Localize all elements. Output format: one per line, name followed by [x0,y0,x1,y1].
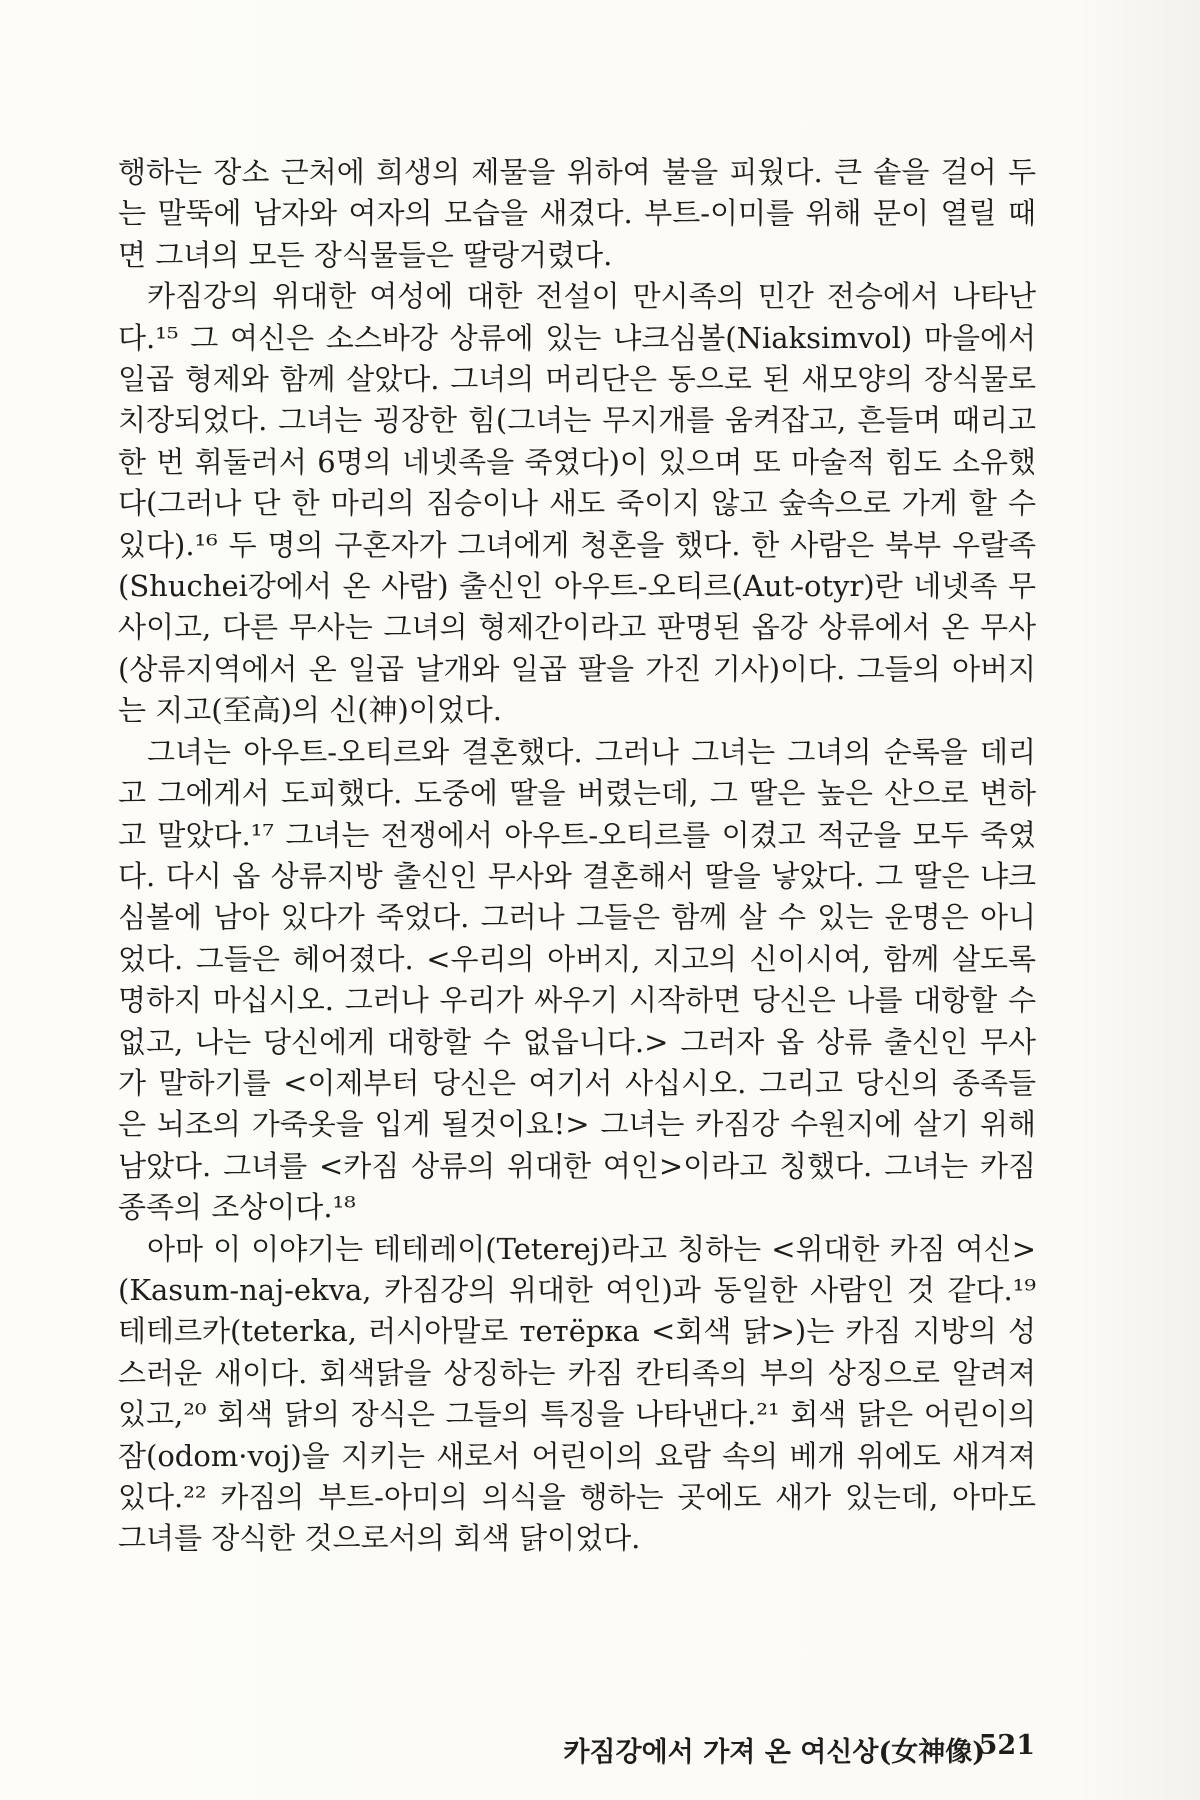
paragraph-continuation: 행하는 장소 근처에 희생의 제물을 위하여 불을 피웠다. 큰 솥을 걸어 두는 말뚝에 남자와 여자의 모습을 새겼다. 부트-이미를 위해 문이 열릴 때면 그녀의 모든 장식물들은 딸랑거렸다. [118,155,1036,272]
paragraph-teterej: 아마 이 이야기는 테테레이(Teterej)라고 칭하는 <위대한 카짐 여신>(Kasum-naj-ekva, 카짐강의 위대한 여인)과 동일한 사람인 것 같다.¹⁹ 테테르카(teterka, 러시아말로 тетёрка <회색 닭>)는 카짐 지방의 성스러운 새이다. 회색닭을 상징하는 카짐 칸티족의 부의 상징으로 알려져 있고,²⁰ 회색 닭의 장식은 그들의 특징을 나타낸다.²¹ 회색 닭은 어린이의 잠(odom·voj)을 지키는 새로서 어린이의 요람 속의 베개 위에도 새겨져 있다.²² 카짐의 부트-아미의 의식을 행하는 곳에도 새가 있는데, 아마도 그녀를 장식한 것으로서의 회색 닭이었다. [118,1231,1036,1556]
paragraph-marriage: 그녀는 아우트-오티르와 결혼했다. 그러나 그녀는 그녀의 순록을 데리고 그에게서 도피했다. 도중에 딸을 버렸는데, 그 딸은 높은 산으로 변하고 말았다.¹⁷ 그녀는 전쟁에서 아우트-오티르를 이겼고 적군을 모두 죽였다. 다시 옵 상류지방 출신인 무사와 결혼해서 딸을 낳았다. 그 딸은 냐크심볼에 남아 있다가 죽었다. 그러나 그들은 함께 살 수 있는 운명은 아니었다. 그들은 헤어졌다. <우리의 아버지, 지고의 신이시여, 함께 살도록 명하지 마십시오. 그러나 우리가 싸우기 시작하면 당신은 나를 대항할 수 없고, 나는 당신에게 대항할 수 없읍니다.> 그러자 옵 상류 출신인 무사가 말하기를 <이제부터 당신은 여기서 사십시오. 그리고 당신의 종족들은 뇌조의 가죽옷을 입게 될것이요!> 그녀는 카짐강 수원지에 살기 위해 남았다. 그녀를 <카짐 상류의 위대한 여인>이라고 칭했다. 그녀는 카짐 종족의 조상이다.¹⁸ [118,734,1036,1225]
paragraph-legend-kazym: 카짐강의 위대한 여성에 대한 전설이 만시족의 민간 전승에서 나타난다.¹⁵ 그 여신은 소스바강 상류에 있는 냐크심볼(Niaksimvol) 마을에서 일곱 형제와 함께 살았다. 그녀의 머리단은 동으로 된 새모양의 장식물로 치장되었다. 그녀는 굉장한 힘(그녀는 무지개를 움켜잡고, 흔들며 때리고 한 번 휘둘러서 6명의 네넷족을 죽였다)이 있으며 또 마술적 힘도 소유했다(그러나 단 한 마리의 짐승이나 새도 죽이지 않고 숲속으로 가게 할 수 있다).¹⁶ 두 명의 구혼자가 그녀에게 청혼을 했다. 한 사람은 북부 우랄족(Shuchei강에서 온 사람) 출신인 아우트-오티르(Aut-otyr)란 네넷족 무사이고, 다른 무사는 그녀의 형제간이라고 판명된 옵강 상류에서 온 무사(상류지역에서 온 일곱 날개와 일곱 팔을 가진 기사)이다. 그들의 아버지는 지고(至高)의 신(神)이었다. [118,279,1036,728]
body-text [118,152,1036,1560]
running-title: 카짐강에서 가져 온 여신상(女神像) [563,1737,985,1768]
page-footer [0,1730,1200,1770]
page-number: 521 [978,1730,1035,1761]
